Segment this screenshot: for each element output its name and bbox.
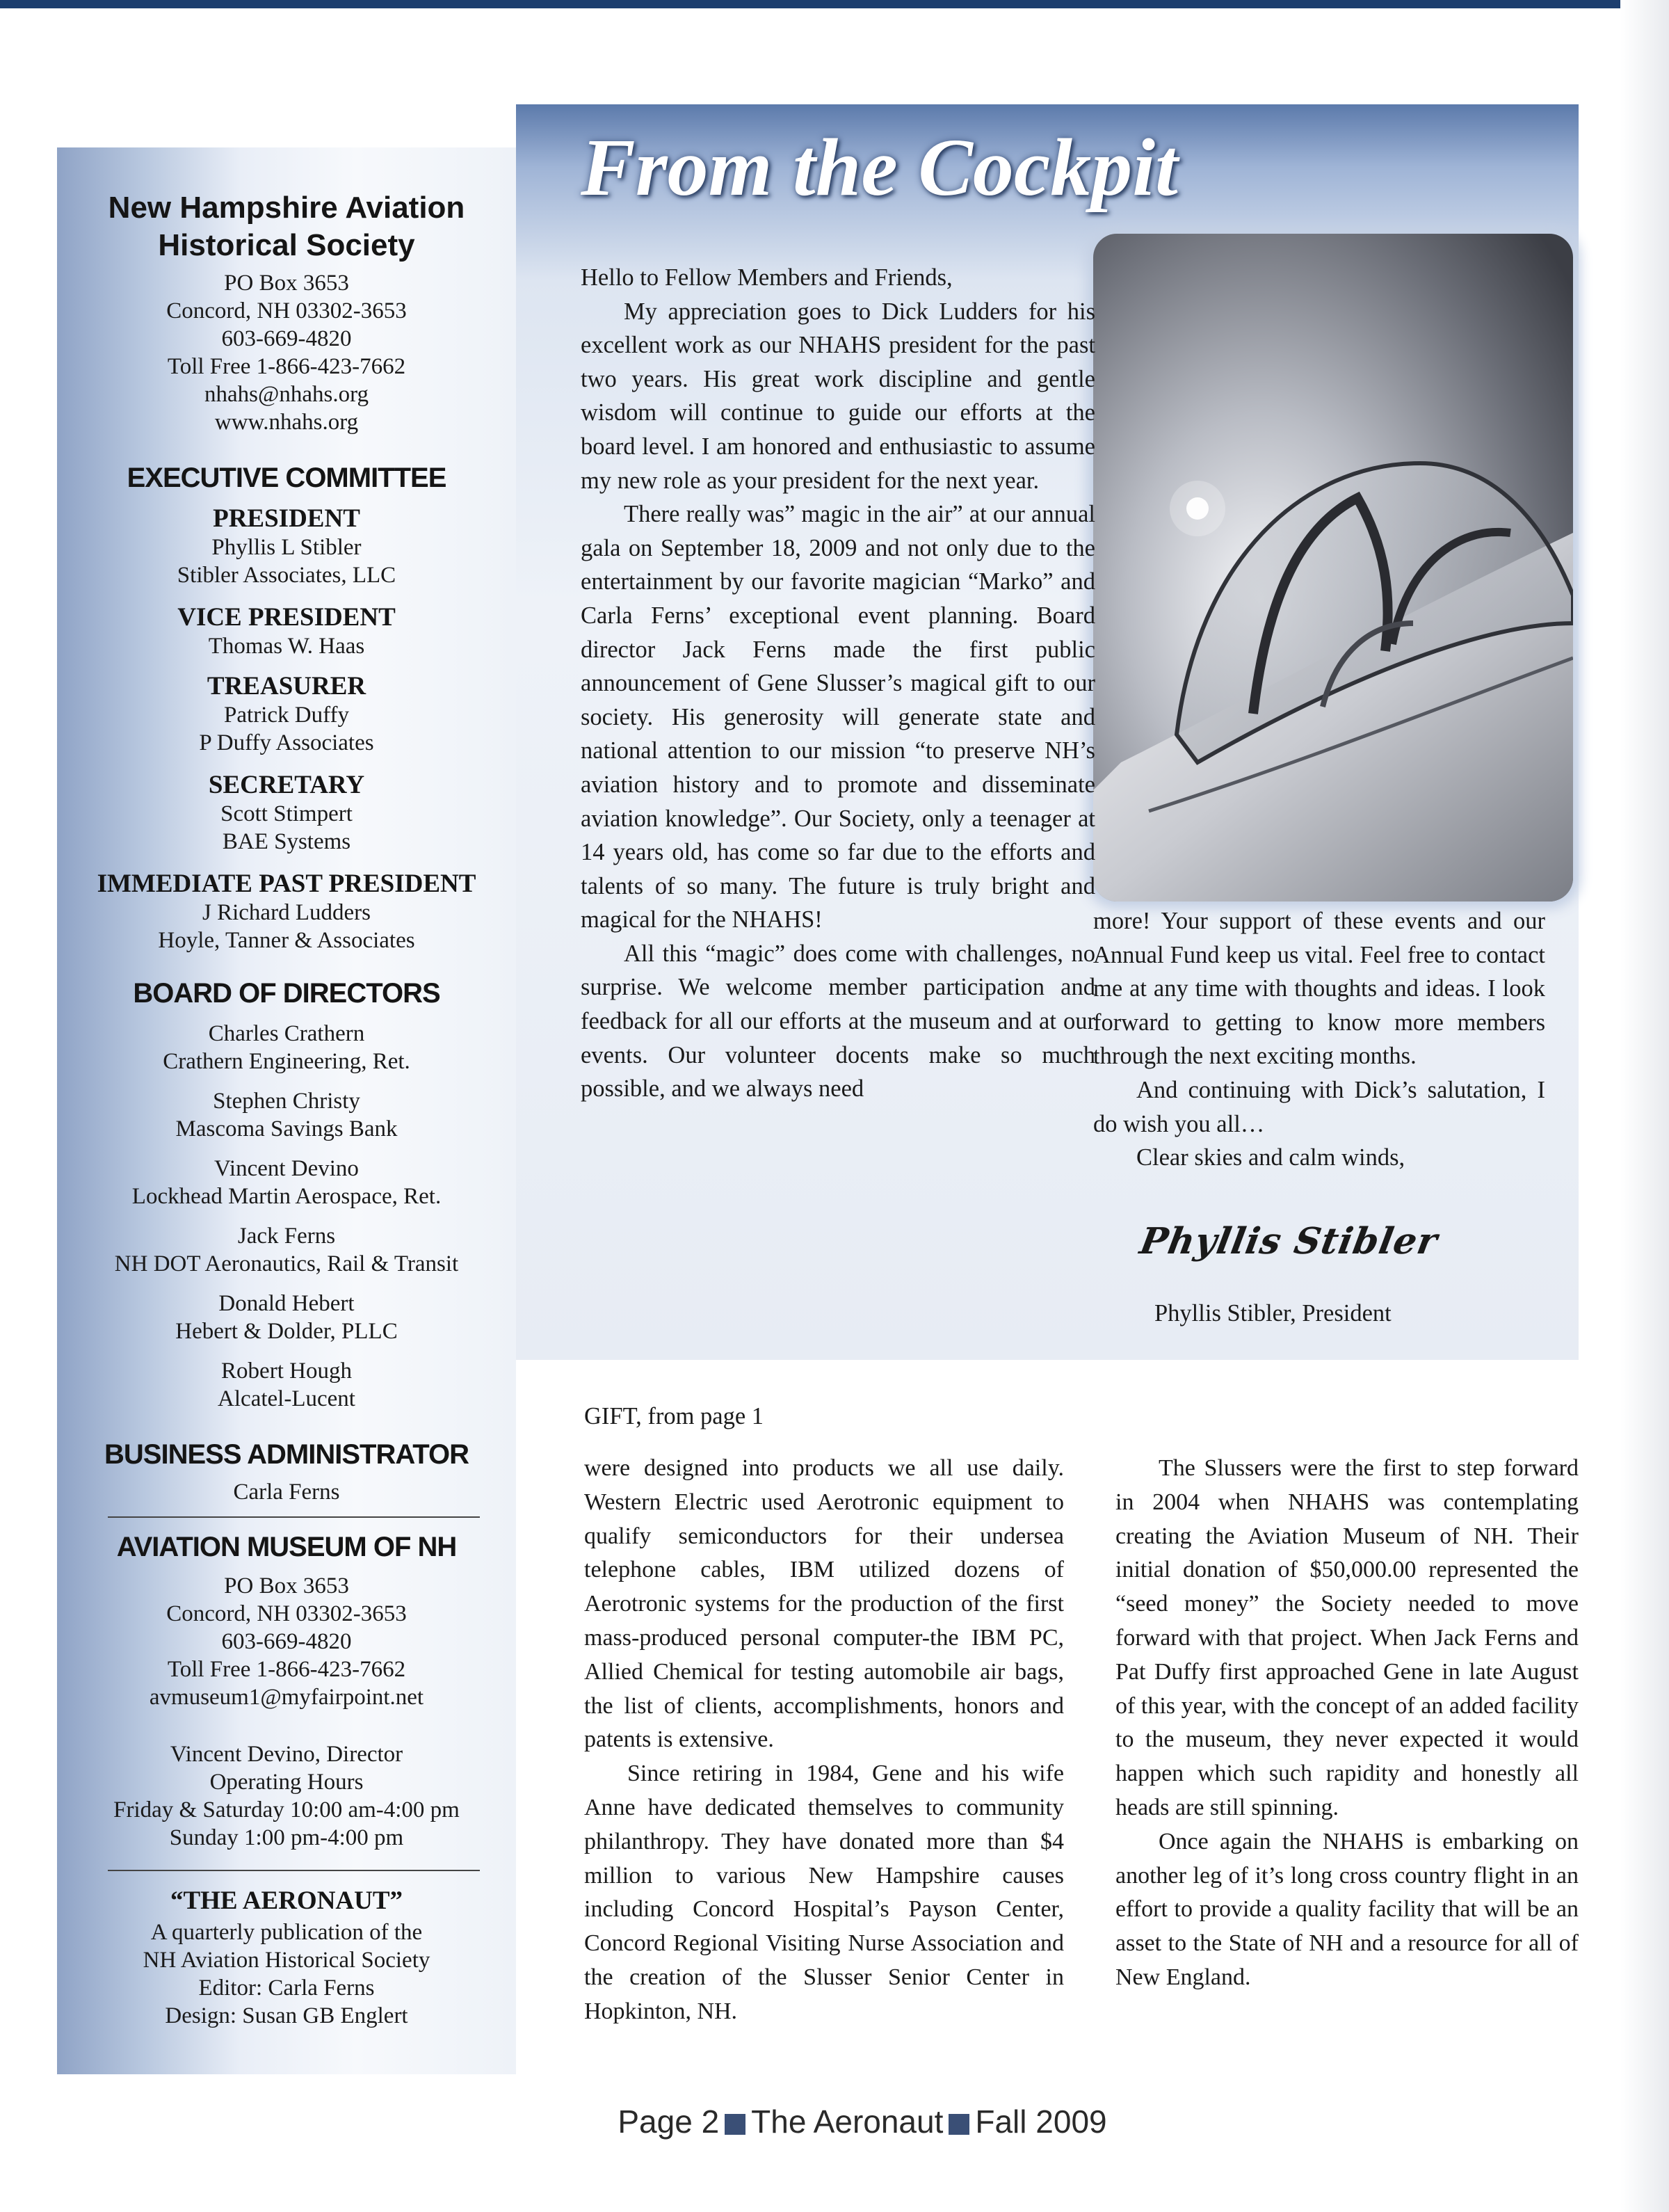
gift-continuation-label: GIFT, from page 1 <box>584 1403 764 1429</box>
board-member-name: Donald Hebert <box>218 1291 355 1316</box>
gift-column-1 <box>584 1452 1064 2029</box>
board-of-directors-heading: BOARD OF DIRECTORS <box>133 978 440 1009</box>
role-vp-title: VICE PRESIDENT <box>177 603 396 632</box>
museum-email[interactable]: avmuseum1@myfairpoint.net <box>149 1685 424 1710</box>
board-member-affiliation: Hebert & Dolder, PLLC <box>175 1319 398 1344</box>
page-edge-shadow <box>1620 0 1669 2212</box>
aeronaut-line: A quarterly publication of the <box>150 1920 423 1945</box>
footer-publication: The Aeronaut <box>751 2103 944 2140</box>
org-phone: 603-669-4820 <box>221 326 352 351</box>
board-member-name: Charles Crathern <box>208 1021 365 1046</box>
org-title-line-1: New Hampshire Aviation <box>108 191 465 225</box>
aeronaut-line: NH Aviation Historical Society <box>143 1948 430 1973</box>
banner-title: From the Cockpit <box>581 122 1178 213</box>
letter-paragraph: My appreciation goes to Dick Ludders for his excellent work as our NHAHS president for the past two years. His great work discipline and gentle wisdom will continue to guide our efforts at the board level. I am honored and enthusiastic to assume my new role as your president for the next year. <box>581 298 1095 494</box>
business-administrator-heading: BUSINESS ADMINISTRATOR <box>104 1439 469 1470</box>
letter-paragraph: And continuing with Dick’s salutation, I do wish you all… <box>1093 1076 1545 1137</box>
role-president-name: Phyllis L Stibler <box>211 535 362 560</box>
board-member-affiliation: Alcatel-Lucent <box>218 1386 355 1411</box>
footer-page-number: Page 2 <box>618 2103 720 2140</box>
board-member-affiliation: Mascoma Savings Bank <box>175 1116 398 1141</box>
footer-square-icon <box>725 2114 745 2135</box>
role-president-company: Stibler Associates, LLC <box>177 563 396 588</box>
operating-hours-label: Operating Hours <box>209 1770 364 1795</box>
cockpit-canopy-photo <box>1093 234 1573 901</box>
role-treasurer-name: Patrick Duffy <box>224 703 349 728</box>
signature-caption: Phyllis Stibler, President <box>1154 1300 1392 1327</box>
role-secretary-name: Scott Stimpert <box>220 801 353 826</box>
footer-issue: Fall 2009 <box>975 2103 1107 2140</box>
org-website[interactable]: www.nhahs.org <box>214 410 359 435</box>
role-treasurer-company: P Duffy Associates <box>199 730 374 755</box>
cockpit-canopy-illustration <box>1093 234 1573 901</box>
role-past-president-name: J Richard Ludders <box>202 900 371 925</box>
aeronaut-design: Design: Susan GB Englert <box>165 2003 408 2028</box>
org-tollfree: Toll Free 1-866-423-7662 <box>167 354 406 379</box>
footer-square-icon <box>949 2114 969 2135</box>
museum-tollfree: Toll Free 1-866-423-7662 <box>167 1657 406 1682</box>
museum-director: Vincent Devino, Director <box>170 1742 403 1767</box>
letter-column-left <box>581 261 1095 1106</box>
letter-paragraph: There really was” magic in the air” at our annual gala on September 18, 2009 and not only due to the entertainment by our favorite magician “Marko” and Carla Ferns’ exceptional event planning. Board director Jack Ferns made the first public announcement of Gene Slusser’s magical gift to our society. His generosity will generate state and national attention to our mission “to preserve NH’s aviation history and to promote and disseminate aviation knowledge”. Our Society, only a teenager at 14 years old, has come so far due to the efforts and talents of so many. The future is truly bright and magical for the NHAHS! <box>581 501 1095 933</box>
hours-fri-sat: Friday & Saturday 10:00 am-4:00 pm <box>113 1797 460 1822</box>
business-administrator-name: Carla Ferns <box>233 1480 340 1505</box>
museum-phone: 603-669-4820 <box>221 1629 352 1654</box>
museum-heading: AVIATION MUSEUM OF NH <box>116 1532 457 1562</box>
role-vp-name: Thomas W. Haas <box>208 634 365 659</box>
role-treasurer-title: TREASURER <box>207 672 366 700</box>
sidebar-divider <box>108 1870 480 1871</box>
executive-committee-heading: EXECUTIVE COMMITTEE <box>127 463 446 493</box>
letter-closing: Clear skies and calm winds, <box>1136 1144 1405 1171</box>
role-secretary-title: SECRETARY <box>208 771 365 799</box>
sidebar-divider <box>108 1516 480 1518</box>
museum-address-city: Concord, NH 03302-3653 <box>166 1601 407 1626</box>
board-member-name: Robert Hough <box>221 1359 352 1384</box>
letter-greeting: Hello to Fellow Members and Friends, <box>581 264 953 291</box>
letter-paragraph-continued: more! Your support of these events and our Annual Fund keep us vital. Feel free to contact me at any time with thoughts and ideas. I look forward to getting to know more members through the next exciting months. <box>1093 908 1545 1070</box>
gift-column-2 <box>1115 1452 1579 1995</box>
org-email[interactable]: nhahs@nhahs.org <box>204 382 369 407</box>
aeronaut-heading: “THE AERONAUT” <box>170 1886 403 1915</box>
board-member-affiliation: NH DOT Aeronautics, Rail & Transit <box>114 1251 459 1276</box>
museum-address-pobox: PO Box 3653 <box>224 1573 349 1598</box>
hours-sunday: Sunday 1:00 pm-4:00 pm <box>169 1825 404 1850</box>
org-address-pobox: PO Box 3653 <box>224 271 349 296</box>
role-president-title: PRESIDENT <box>213 504 360 533</box>
aeronaut-editor: Editor: Carla Ferns <box>198 1975 375 2001</box>
board-member-name: Vincent Devino <box>214 1156 359 1181</box>
gift-paragraph: Once again the NHAHS is embarking on another leg of it’s long cross country flight in an effort to provide a quality facility that will be an asset to the State of NH and a resource for all of New England. <box>1115 1828 1579 1990</box>
board-member-name: Stephen Christy <box>213 1089 360 1114</box>
role-past-president-title: IMMEDIATE PAST PRESIDENT <box>97 869 476 898</box>
letter-column-right <box>1093 904 1545 1175</box>
gift-paragraph: were designed into products we all use daily. Western Electric used Aerotronic equipment to qualify semiconductors for their undersea telephone cables, IBM utilized dozens of Aerotronic systems for the production of the first mass-produced personal computer-the IBM PC, Allied Chemical for testing automobile air bags, the list of clients, accomplishments, honors and patents is extensive. <box>584 1455 1064 1753</box>
gift-paragraph: Since retiring in 1984, Gene and his wife Anne have dedicated themselves to community philanthropy. They have donated more than $4 million to various New Hampshire causes including Concord Hospital’s Payson Center, Concord Regional Visiting Nurse Association and the creation of the Slusser Senior Center in Hopkinton, NH. <box>584 1761 1064 2024</box>
org-title-line-2: Historical Society <box>158 228 415 262</box>
page-footer <box>549 2101 1175 2142</box>
org-address-city: Concord, NH 03302-3653 <box>166 298 407 323</box>
gift-paragraph: The Slussers were the first to step forward in 2004 when NHAHS was contemplating creating the Aviation Museum of NH. Their initial donation of $50,000.00 represented the “seed money” the Society needed to move forward with that project. When Jack Ferns and Pat Duffy first approached Gene in late August of this year, with the concept of an added facility to the museum, they never expected it would happen which such rapidity and honestly all heads are still spinning. <box>1115 1455 1579 1820</box>
board-member-affiliation: Lockhead Martin Aerospace, Ret. <box>131 1184 442 1209</box>
board-member-name: Jack Ferns <box>237 1224 336 1249</box>
board-member-affiliation: Crathern Engineering, Ret. <box>163 1049 410 1074</box>
role-secretary-company: BAE Systems <box>222 829 351 854</box>
top-edge-strip <box>0 0 1669 8</box>
letter-paragraph: All this “magic” does come with challenges, no surprise. We welcome member participation and feedback for all our efforts at the museum and at our events. Our volunteer docents make so much possible, and we always need <box>581 940 1095 1103</box>
role-past-president-company: Hoyle, Tanner & Associates <box>158 928 415 953</box>
signature: Phyllis Stibler <box>1136 1220 1442 1263</box>
